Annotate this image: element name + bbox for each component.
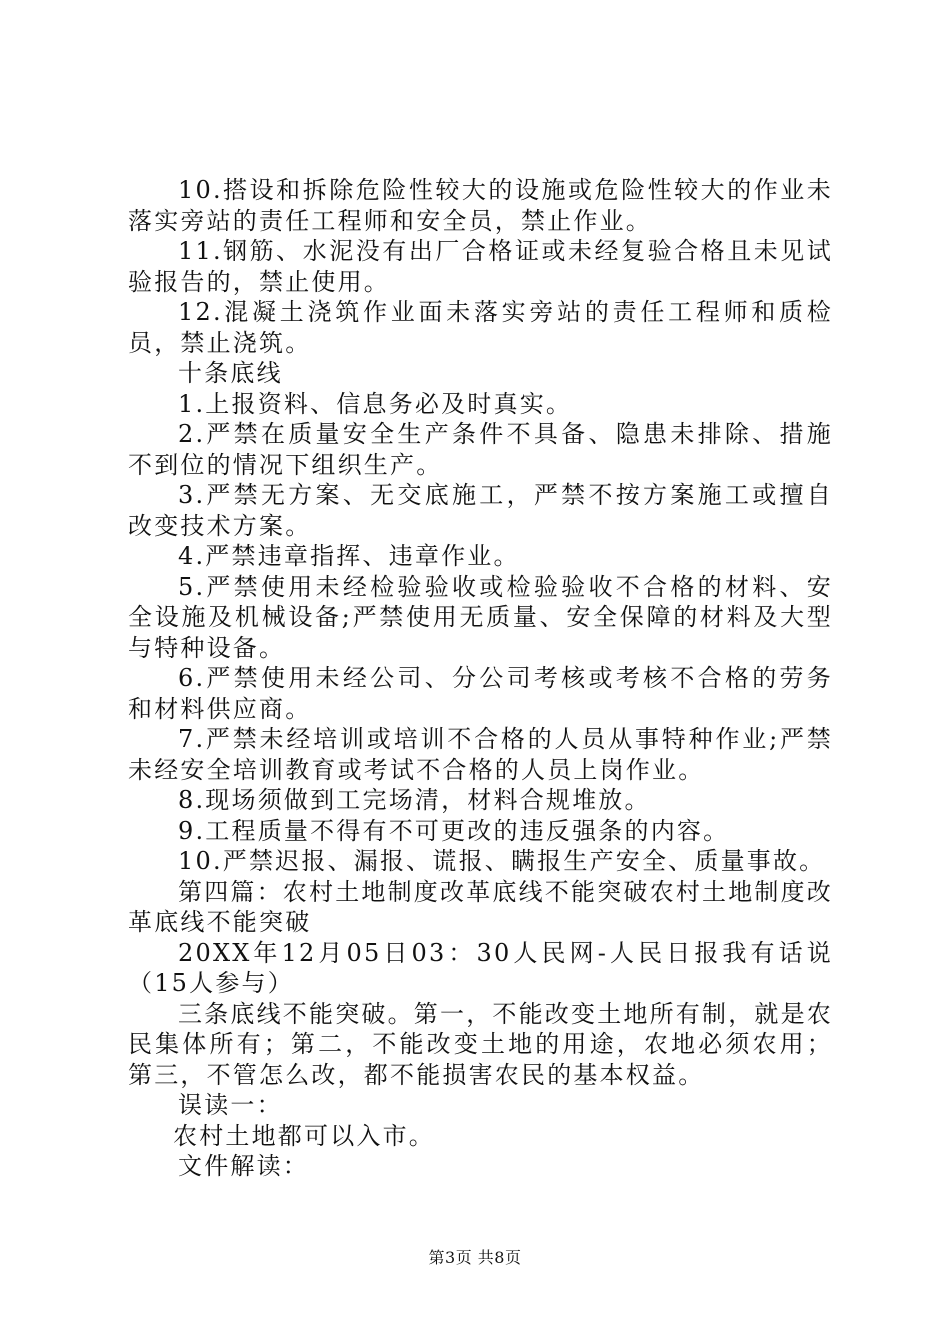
chapter-title: 第四篇：农村土地制度改革底线不能突破农村土地制度改革底线不能突破 [128, 877, 833, 936]
baseline-item-7: 7.严禁未经培训或培训不合格的人员从事特种作业;严禁未经安全培训教育或考试不合格的人员上岗作业。 [128, 725, 833, 784]
baseline-item-6: 6.严禁使用未经公司、分公司考核或考核不合格的劳务和材料供应商。 [128, 664, 833, 723]
baseline-item-5: 5.严禁使用未经检验验收或检验验收不合格的材料、安全设施及机械设备;严禁使用无质量、安全保障的材料及大型与特种设备。 [128, 572, 833, 662]
paragraph-item-11: 11.钢筋、水泥没有出厂合格证或未经复验合格且未见试验报告的，禁止使用。 [128, 237, 833, 296]
section-heading-ten-baselines: 十条底线 [178, 359, 283, 387]
baseline-item-8: 8.现场须做到工完场清，材料合规堆放。 [178, 786, 651, 814]
baseline-item-4: 4.严禁违章指挥、违章作业。 [178, 542, 520, 570]
misreading-label: 误读一： [178, 1091, 283, 1119]
document-body [128, 175, 833, 1182]
baseline-item-1: 1.上报资料、信息务必及时真实。 [178, 389, 573, 418]
baseline-item-9: 9.工程质量不得有不可更改的违反强条的内容。 [178, 816, 730, 845]
baseline-item-3: 3.严禁无方案、无交底施工，严禁不按方案施工或擅自改变技术方案。 [128, 481, 833, 540]
baseline-item-2: 2.严禁在质量安全生产条件不具备、隐患未排除、措施不到位的情况下组织生产。 [128, 420, 833, 479]
page-footer: 第3页 共8页 [428, 1248, 522, 1267]
paragraph-item-12: 12.混凝土浇筑作业面未落实旁站的责任工程师和质检员，禁止浇筑。 [128, 298, 833, 357]
news-byline: 20XX年12月05日03：30人民网-人民日报我有话说（15人参与） [128, 938, 833, 997]
baseline-item-10: 10.严禁迟报、漏报、谎报、瞒报生产安全、质量事故。 [178, 847, 826, 875]
misreading-text: 农村土地都可以入市。 [173, 1121, 435, 1150]
document-interpretation-label: 文件解读： [178, 1152, 309, 1180]
paragraph-item-10: 10.搭设和拆除危险性较大的设施或危险性较大的作业未落实旁站的责任工程师和安全员，禁止作业。 [128, 176, 833, 235]
three-baselines-paragraph: 三条底线不能突破。第一，不能改变土地所有制，就是农民集体所有；第二，不能改变土地的用途，农地必须农用；第三，不管怎么改，都不能损害农民的基本权益。 [128, 999, 833, 1089]
